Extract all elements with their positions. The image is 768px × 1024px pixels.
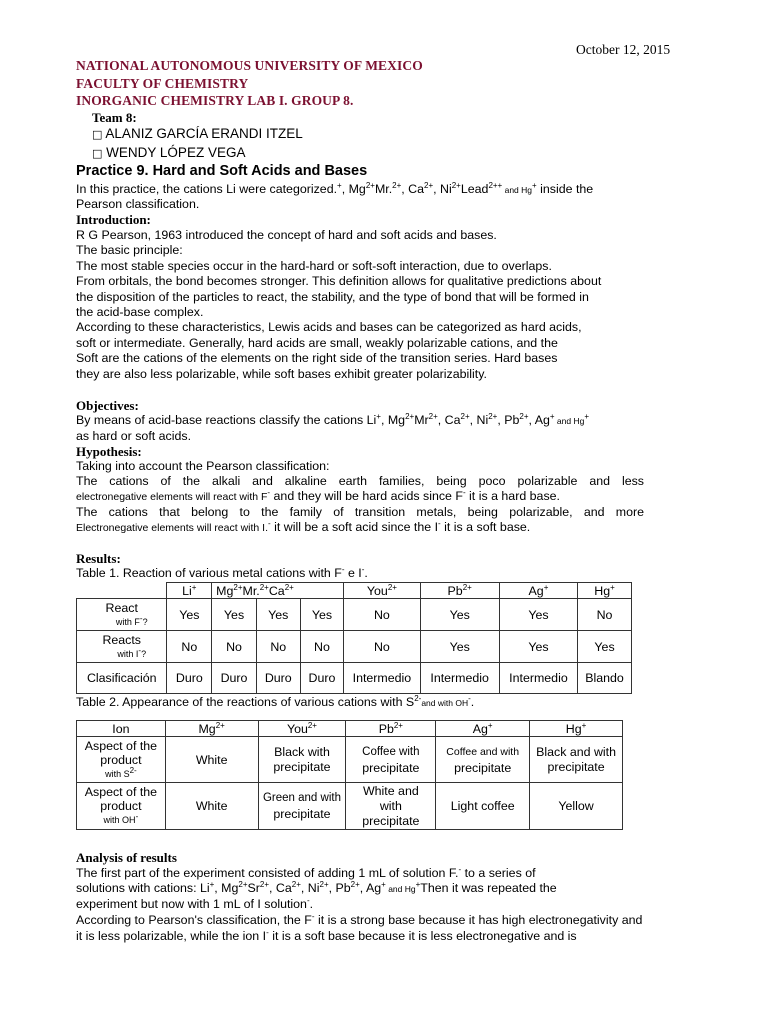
header-ag: Ag+ (436, 721, 530, 737)
table-row (77, 663, 632, 694)
header-pb: $Pb^{2+}$ (346, 721, 436, 737)
document-date: October 12, 2015 (576, 42, 671, 57)
table1-caption: Table 1. Reaction of various metal cations with F- e I-. (76, 564, 368, 580)
table-cell: Yes (300, 599, 344, 631)
table-cell: White (165, 737, 258, 783)
checkbox-icon: □ (92, 147, 103, 160)
row-label: React with F-? (77, 599, 167, 631)
faculty-name: FACULTY OF CHEMISTRY (76, 76, 249, 91)
results-heading: Results: (76, 551, 121, 566)
table-cell: Yes (167, 599, 212, 631)
header-ion: Ion (77, 721, 166, 737)
analysis-line-3: experiment but now with 1 mL of I solution-. (76, 895, 314, 911)
table-cell: Duro (167, 663, 212, 694)
table1-header-row (77, 583, 632, 599)
paragraph-line: the disposition of the particles to react, the stability, and the type of bond that will be formed in (76, 290, 589, 304)
analysis-line-5: it is less polarizable, while the ion I- it is a soft base because it is less electronegative and is (76, 927, 577, 943)
analysis-line-4: According to Pearson's classification, the F- it is a strong base because it has high electronegativity and (76, 911, 643, 927)
analysis-line-2: solutions with cations: Li+, $Mg^{2+}Sr^{2+}$, $Ca^{2+}$, $Ni^{2+}$, $Pb^{2+}$, Ag+ and Hg+Then it was repeated the (76, 879, 557, 895)
team-member-2: □ WENDY LÓPEZ VEGA (92, 145, 246, 160)
table-cell: Blando (578, 663, 632, 694)
table-row (77, 599, 632, 631)
table-row (77, 631, 632, 663)
row-label: Clasificación (77, 663, 167, 694)
table-cell: Yes (499, 631, 577, 663)
table-cell: Light coffee (436, 783, 530, 830)
paragraph-line: R G Pearson, 1963 introduced the concept of hard and soft acids and bases. (76, 228, 497, 242)
header-hg: Hg+ (530, 721, 623, 737)
table-cell: Intermedio (344, 663, 420, 694)
table-row (77, 783, 623, 830)
table-cell: Yes (212, 599, 257, 631)
header-pb: $Pb^{2+}$ (420, 583, 499, 599)
lab-group: INORGANIC CHEMISTRY LAB I. GROUP 8. (76, 93, 354, 108)
paragraph-line: soft or intermediate. Generally, hard acids are small, weakly polarizable cations, and the (76, 336, 558, 350)
header-li: Li+ (167, 583, 212, 599)
table-cell: No (578, 599, 632, 631)
table-cell: Black with precipitate (258, 737, 346, 783)
paragraph-line: The basic principle: (76, 243, 183, 257)
table-cell: Coffee and with precipitate (436, 737, 530, 783)
paragraph-line: According to these characteristics, Lewis acids and bases can be categorized as hard acids, (76, 320, 582, 334)
table-cell: Yes (420, 631, 499, 663)
hypothesis-line-3: electronegative elements will react with F- and they will be hard acids since F- it is a hard base. (76, 487, 560, 503)
hypothesis-heading: Hypothesis: (76, 444, 142, 459)
header-mg: $Mg^{2+}$ (165, 721, 258, 737)
table-cell: Black and with precipitate (530, 737, 623, 783)
page-title: Practice 9. Hard and Soft Acids and Bases (76, 163, 368, 179)
table-cell: No (167, 631, 212, 663)
row-label: Aspect of the product with $S^{2-}$ (77, 737, 166, 783)
table-cell: White and with precipitate (346, 783, 436, 830)
table-cell: No (212, 631, 257, 663)
table-cell: Intermedio (499, 663, 577, 694)
team-member-1: □ ALANIZ GARCÍA ERANDI ITZEL (92, 126, 303, 141)
empty-cell (77, 583, 167, 599)
row-label: Reacts with I-? (77, 631, 167, 663)
institution-name: NATIONAL AUTONOMOUS UNIVERSITY OF MEXICO (76, 58, 423, 73)
table-cell: Duro (300, 663, 344, 694)
intro-line-1: In this practice, the cations Li were categorized.+, $Mg^{2+}Mr.^{2+}$, $Ca^{2+}$, $Ni^{2+}Lead^{2++}$ and Hg+ inside the (76, 180, 594, 196)
table-cell: No (300, 631, 344, 663)
introduction-heading: Introduction: (76, 212, 151, 227)
table-cell: White (165, 783, 258, 830)
table-cell: Duro (256, 663, 300, 694)
header-hg: Hg+ (578, 583, 632, 599)
table-cell: Yes (420, 599, 499, 631)
table2-caption: Table 2. Appearance of the reactions of various cations with $S^{2-}and$ with OH-. (76, 693, 475, 709)
header-ag: Ag+ (499, 583, 577, 599)
analysis-line-1: The first part of the experiment consisted of adding 1 mL of solution F.- to a series of (76, 864, 536, 880)
table-1 (76, 582, 632, 694)
header-you: You$^{2+}$ (344, 583, 420, 599)
table-row (77, 737, 623, 783)
table-cell: Green and with precipitate (258, 783, 346, 830)
table-cell: Coffee with precipitate (346, 737, 436, 783)
header-you: You$^{2+}$ (258, 721, 346, 737)
hypothesis-line-1: Taking into account the Pearson classification: (76, 459, 330, 473)
table-cell: Yellow (530, 783, 623, 830)
table-cell: Duro (212, 663, 257, 694)
paragraph-line: The most stable species occur in the hard-hard or soft-soft interaction, due to overlaps. (76, 259, 552, 273)
header-mg-mr-ca: $Mg^{2+}Mr.^{2+}Ca^{2+}$ (212, 583, 344, 599)
table2-header-row (77, 721, 623, 737)
table-cell: Intermedio (420, 663, 499, 694)
objectives-line-1: By means of acid-base reactions classify the cations Li+, $Mg^{2+}Mr^{2+}$, $Ca^{2+}$, $Ni^{2+}$, $Pb^{2+}$, Ag+ and Hg+ (76, 411, 589, 427)
hypothesis-line-5: Electronegative elements will react with I.- it will be a soft acid since the I- it is a soft base. (76, 518, 531, 534)
paragraph-line: they are also less polarizable, while soft bases exhibit greater polarizability. (76, 367, 487, 381)
table-cell: No (344, 631, 420, 663)
paragraph-line: Soft are the cations of the elements on the right side of the transition series. Hard bases (76, 351, 558, 365)
table-cell: No (344, 599, 420, 631)
table-cell: Yes (499, 599, 577, 631)
hypothesis-line-2: The cations of the alkali and alkaline earth families, being poco polarizable and less (76, 474, 644, 488)
checkbox-icon: □ (92, 128, 103, 141)
paragraph-line: From orbitals, the bond becomes stronger. This definition allows for qualitative predictions about (76, 274, 602, 288)
table-2 (76, 720, 623, 830)
intro-line-2: Pearson classification. (76, 197, 200, 211)
table-cell: Yes (578, 631, 632, 663)
row-label: Aspect of the product with OH- (77, 783, 166, 830)
team-label: Team 8: (92, 110, 137, 125)
objectives-heading: Objectives: (76, 398, 139, 413)
hypothesis-line-4: The cations that belong to the family of transition metals, being polarizable, and more (76, 505, 644, 519)
table-cell: No (256, 631, 300, 663)
paragraph-line: the acid-base complex. (76, 305, 204, 319)
table-cell: Yes (256, 599, 300, 631)
objectives-line-2: as hard or soft acids. (76, 429, 192, 443)
analysis-heading: Analysis of results (76, 850, 177, 865)
